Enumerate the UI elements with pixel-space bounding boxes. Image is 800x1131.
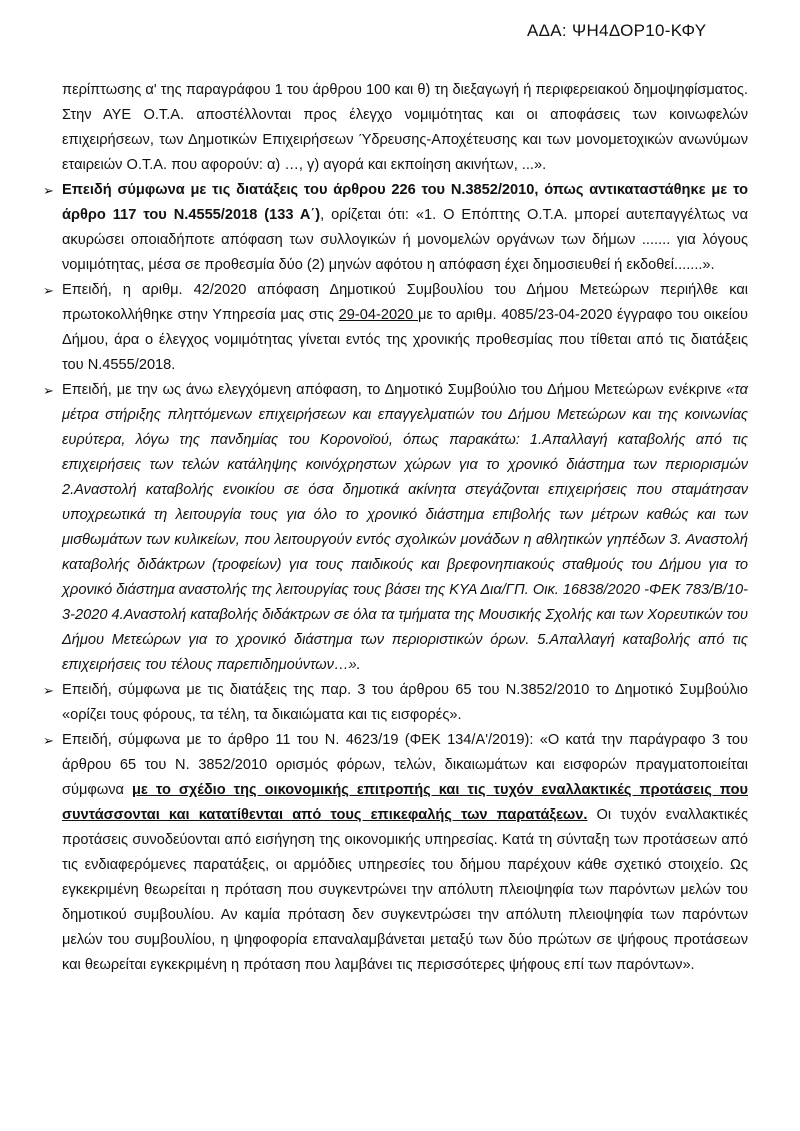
text-run: , ορίζεται ότι: «1. Ο Επόπτης Ο.Τ.Α. μπορεί αυτεπαγγέλτως να ακυρώσει οποιαδήποτε απόφαση των συλλογικών ή μονομελών οργάνων των δήμων ....... για λόγους νομιμότητας, μέσα σε προθεσμία δύο (2) μηνών αφότου η απόφαση έχει δημοσιευθεί ή εκδοθεί.......». [62,207,749,273]
document-body [43,78,749,978]
text-run: Επειδή, σύμφωνα με το άρθρο 11 του Ν. 4623/19 (ΦΕΚ 134/Α'/2019): «Ο κατά την παράγραφο 3 του άρθρου 65 του Ν. 3852/2010 ορισμός φόρων, τελών, δικαιωμάτων και εισφορών πραγματοποιείται σύμφωνα [62,732,748,798]
text-run: με το αριθμ. 4085/23-04-2020 έγγραφο του οικείου Δήμου, άρα ο έλεγχος νομιμότητας γίνεται εντός της χρονικής προθεσμίας που τίθεται από τις διατάξεις του Ν.4555/2018. [62,307,748,373]
text-run-bold-underline: με το σχέδιο της οικονομικής επιτροπής και τις τυχόν εναλλακτικές προτάσεις που συντάσσονται και κατατίθενται από τους επικεφαλής των παρατάξεων. [62,782,748,823]
bullet-arrow-icon: ➢ [43,283,54,298]
text-run: περίπτωσης α' της παραγράφου 1 του άρθρου 100 και θ) τη διεξαγωγή ή περιφερειακού δημοψηφίσματος. Στην ΑΥΕ Ο.Τ.Α. αποστέλλονται προς έλεγχο νομιμότητας και οι αποφάσεις των κοινωφελών επιχειρήσεων, των Δημοτικών Επιχειρήσεων Ύδρευσης-Αποχέτευσης και των μονομετοχικών ανωνύμων εταιρειών Ο.Τ.Α. που αφορούν: α) …, γ) αγορά και εκποίηση ακινήτων, ...». [62,82,748,173]
text-run: Επειδή, η αριθμ. 42/2020 απόφαση Δημοτικού Συμβουλίου του Δήμου Μετεώρων περιήλθε και πρωτοκολλήθηκε στην Υπηρεσία μας στις [62,282,748,323]
text-run: Επειδή, σύμφωνα με τις διατάξεις της παρ. 3 του άρθρου 65 του Ν.3852/2010 το Δημοτικό Συμβούλιο «ορίζει τους φόρους, τα τέλη, τα δικαιώματα και τις εισφορές». [62,682,748,723]
text-run: Οι τυχόν εναλλακτικές προτάσεις συνοδεύονται από εισήγηση της οικονομικής υπηρεσίας. Κατά τη σύνταξη των προτάσεων από τις ενδιαφερόμενες παρατάξεις, οι αρμόδιες υπηρεσίες του δήμου παρέχουν κάθε σχετικό στοιχείο. Ως εγκεκριμένη θεωρείται η πρόταση που συγκεντρώνει την απόλυτη πλειοψηφία των παρόντων μελών του δημοτικού συμβουλίου. Αν καμία πρόταση δεν συγκεντρώσει την απόλυτη πλειοψηφία των παρόντων μελών του συμβουλίου, η ψηφοφορία επαναλαμβάνεται μεταξύ των δύο πρώτων σε ψήφους προτάσεων και θεωρείται εγκεκριμένη η πρόταση που λαμβάνει τις περισσότερες ψήφους επί των παρόντων». [62,807,748,973]
bullet-paragraph-law-226 [43,178,749,278]
text-run: Επειδή, με την ως άνω ελεγχόμενη απόφαση, το Δημοτικό Συμβούλιο του Δήμου Μετεώρων ενέκρινε [62,382,727,398]
bullet-paragraph-article-65 [43,678,748,728]
ada-code-label: ΑΔΑ: ΨΗ4ΔΟΡ10-ΚΦΥ [527,21,707,40]
bullet-paragraph-decision-42-2020 [43,278,748,378]
text-run-underline-date: 29-04-2020 [338,307,418,323]
bullet-arrow-icon: ➢ [43,683,54,698]
bullet-arrow-icon: ➢ [43,183,54,198]
text-run-bold: Επειδή σύμφωνα με τις διατάξεις του άρθρου 226 του Ν.3852/2010, όπως αντικαταστάθηκε με το άρθρο 117 του Ν.4555/2018 (133 Α΄) [62,182,748,223]
bullet-paragraph-approved-measures [43,378,748,678]
bullet-paragraph-article-11 [43,728,748,978]
paragraph-continuation [62,78,748,178]
text-run-italic-quote: «τα μέτρα στήριξης πληττόμενων επιχειρήσεων και επαγγελματιών του Δήμου Μετεώρων και της κοινωνίας ευρύτερα, λόγω της πανδημίας του Κορονοϊού, όπως παρακάτω: 1.Απαλλαγή καταβολής από τις επιχειρήσεις των τελών κατάληψης κοινόχρηστων χώρων για το χρονικό διάστημα των περιορισμών 2.Αναστολή καταβολής ενοικίου σε όσα δημοτικά ακίνητα στεγάζονται επιχειρήσεις που σταμάτησαν υποχρεωτικά τη λειτουργία τους για όλο το χρονικό διάστημα επιβολής των μέτρων καθώς και των μισθωμάτων των κυλικείων, που λειτουργούν εντός σχολικών μονάδων η αθλητικών γηπέδων 3. Αναστολή καταβολής διδάκτρων (τροφείων) για τους παιδικούς και βρεφονηπιακούς σταθμούς του Δήμου για το χρονικό διάστημα αναστολής της λειτουργίας τους βάσει της ΚΥΑ Δια/ΓΠ. Οικ. 16838/2020 -ΦΕΚ 783/Β/10-3-2020 4.Αναστολή καταβολής διδάκτρων σε όλα τα τμήματα της Μουσικής Σχολής και των Χορευτικών του Δήμου Μετεώρων για το χρονικό διάστημα των περιοριστικών όρων. 5.Απαλλαγή καταβολής από τις επιχειρήσεις του τέλους παρεπιδημούντων…». [62,382,748,673]
bullet-arrow-icon: ➢ [43,733,54,748]
bullet-arrow-icon: ➢ [43,383,54,398]
